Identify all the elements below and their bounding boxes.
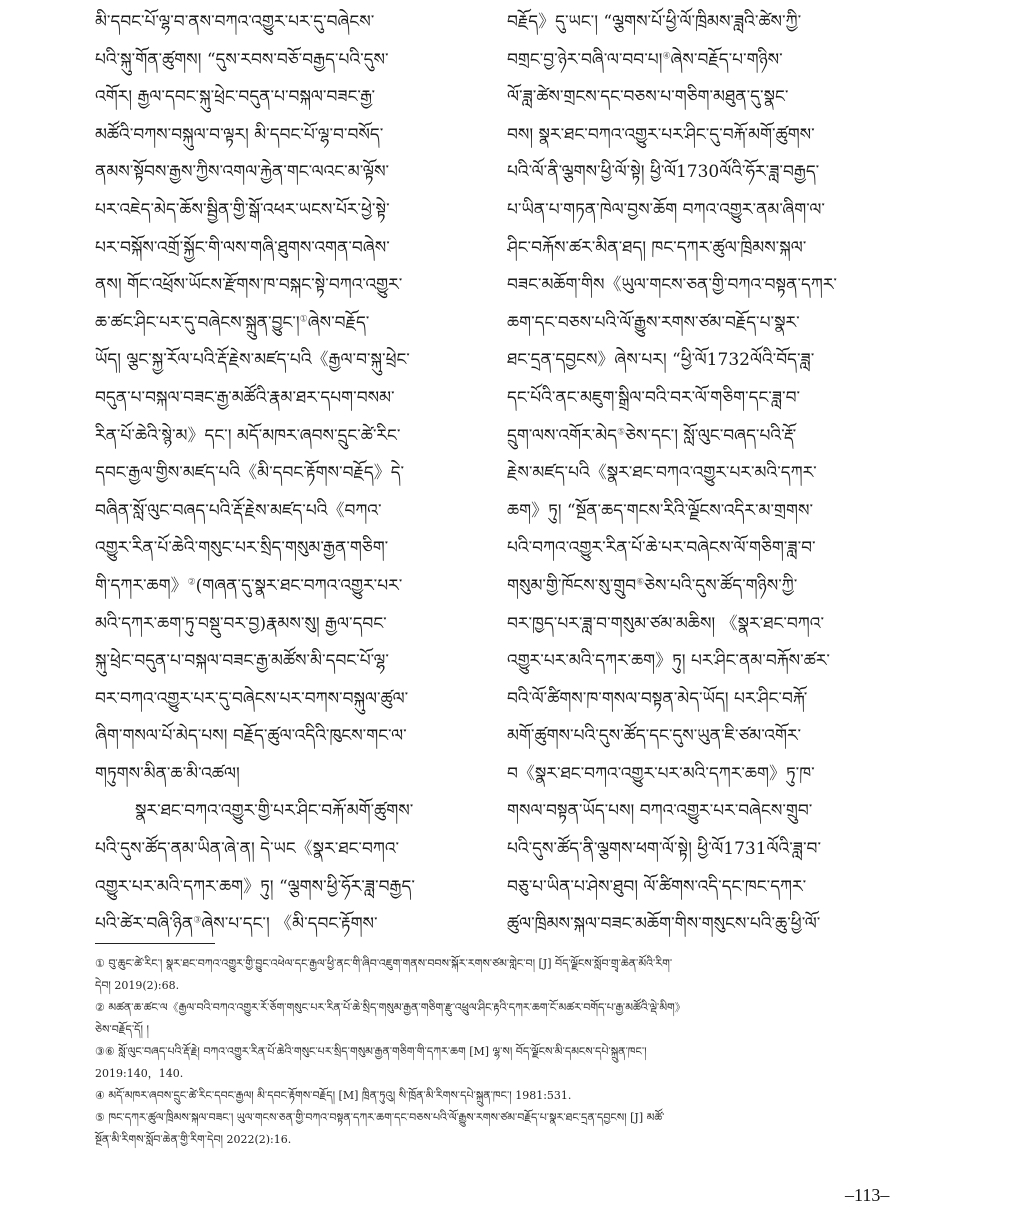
text-line <box>507 305 912 343</box>
line-text: རྗེས་མཛད་པའི《སྣར་ཐང་བཀའ་འགྱུར་པར་མའི་དཀར་ <box>507 463 817 484</box>
text-line <box>507 869 912 907</box>
footnote-line <box>95 1019 925 1041</box>
line-text: བ《སྣར་ཐང་བཀའ་འགྱུར་པར་མའི་དཀར་ཆག》ཏུ་ཁ་ <box>507 763 815 784</box>
text-line <box>507 4 912 42</box>
footnote-line <box>95 1129 925 1151</box>
text-line <box>95 230 495 268</box>
text-line <box>507 493 912 531</box>
footnote-text: བུ་ཆུང་ཚེ་རིང་། སྣར་ཐང་བཀའ་འགྱུར་གྱི་བྱུང་འཕེལ་དང་རྒྱལ་ཕྱི་ནང་གི་ཞིབ་འཇུག་གནས་བབས་སྐོར་རགས་ཙམ་གླེང་བ། [J] བོད་ལྗོངས་སློབ་གྲྭ་ཆེན་མོའི་རིག་ <box>108 957 673 970</box>
line-text: བས། སྣར་ཐང་བཀའ་འགྱུར་པར་ཤིང་དུ་བརྐོ་མགོ་ཚུགས་ <box>507 124 815 145</box>
text-line <box>95 154 495 192</box>
text-line <box>95 869 495 907</box>
footnote-item <box>95 1085 925 1107</box>
line-text: འགྱུར་པར་མའི་དཀར་ཆག》ཏུ། པར་ཤིང་ནམ་བརྐོས་ཚར་ <box>507 651 830 672</box>
line-text-after: ཞེས་བརྗོད་ <box>307 312 370 333</box>
footnote-text: སློ་ལུང་བཞད་པའི་རྡོ་རྗེ། བཀའ་འགྱུར་རིན་པོ་ཆེའི་གསུང་པར་སྲིད་གསུམ་རྒྱན་གཅིག་གི་དཀར་ཆག [M] ལྷ་ས། བོད་ལྗོངས་མི་དམངས་དཔེ་སྐྲུན་ཁང་། <box>118 1045 647 1058</box>
text-line <box>95 530 495 568</box>
text-line <box>95 718 495 756</box>
footnote-item <box>95 1041 925 1085</box>
line-text: པར་བསྐོས་འགྲོ་སྐྱོང་གི་ལས་གཞི་ཐུགས་འགན་བཞེས་ <box>95 237 390 258</box>
text-line <box>95 756 495 794</box>
text-line <box>507 718 912 756</box>
text-line <box>507 79 912 117</box>
text-line <box>95 643 495 681</box>
footnote-mark: ④ <box>95 1089 105 1102</box>
text-line <box>507 681 912 719</box>
text-line <box>95 192 495 230</box>
left-column <box>95 4 495 944</box>
text-line <box>95 79 495 117</box>
line-text: བགྲང་བྱ་ཉེར་བཞི་ལ་བབ་པ། <box>507 49 663 70</box>
footnote-mark: ③⑥ <box>95 1045 115 1058</box>
line-text: བདུན་པ་བསྐལ་བཟང་རྒྱ་མཚོའི་རྣམ་ཐར་དཔག་བསམ་ <box>95 387 395 408</box>
line-text: བཅུ་པ་ཡིན་པ་ཤེས་ཐུབ། ལོ་ཚིགས་འདི་དང་ཁང་དཀར་ <box>507 876 807 897</box>
line-text-after: ཅེས་དང་། སློ་ལུང་བཞད་པའི་རྡོ་ <box>625 425 797 446</box>
text-line <box>507 455 912 493</box>
footnote-line <box>95 1041 925 1063</box>
line-text: གི་དཀར་ཆག》 <box>95 575 188 596</box>
text-line <box>507 568 912 606</box>
footnote-line <box>95 1063 925 1085</box>
footnote-marker[interactable]: ⑥ <box>636 577 645 588</box>
text-line <box>95 568 495 606</box>
text-line <box>507 793 912 831</box>
footnote-marker[interactable]: ① <box>299 314 308 325</box>
line-text: དང་པོའི་ནང་མཇུག་སྒྲིལ་བའི་བར་ལོ་གཅིག་དང་ཟླ་བ་ <box>507 387 801 408</box>
text-line <box>507 117 912 155</box>
text-line <box>95 493 495 531</box>
line-text: པའི་དུས་ཚོད་ནམ་ཡིན་ཞེ་ན། དེ་ཡང《སྣར་ཐང་བཀའ་ <box>95 839 400 860</box>
text-line <box>95 831 495 869</box>
footnote-marker[interactable]: ④ <box>662 50 671 61</box>
footnote-text: དེབ། 2019(2):68. <box>95 979 180 992</box>
footnote-item <box>95 953 925 997</box>
line-text-after: ཞེས་པ་དང་། 《མི་དབང་རྟོགས་ <box>201 914 378 935</box>
footnote-mark: ② <box>95 1001 105 1014</box>
footnote-text: 2019:140，140. <box>95 1067 184 1080</box>
line-text: པའི་ཚེར་བཞི་ཉིན <box>95 914 194 935</box>
line-text-after: ཞེས་བརྗོད་པ་གཉིས་ <box>670 49 783 70</box>
text-line <box>95 267 495 305</box>
text-line <box>95 4 495 42</box>
text-line <box>507 756 912 794</box>
footnote-item <box>95 1107 925 1151</box>
line-text-after: ཅེས་པའི་དུས་ཚོད་གཉིས་ཀྱི་ <box>644 575 798 596</box>
line-text: ཆག》ཏུ། “སྔོན་ཆད་གངས་རིའི་ལྗོངས་འདིར་མ་གྲགས་ <box>507 500 814 521</box>
text-line <box>507 154 912 192</box>
line-text: ཡོད། ལྕང་སྐྱ་རོལ་པའི་རྡོ་རྗེས་མཛད་པའི《རྒྱལ་བ་སྐུ་ཕྲེང་ <box>95 350 410 371</box>
line-text: མཚོའི་བཀས་བསྐུལ་བ་ལྟར། མི་དབང་པོ་ལྷ་བ་བསོད་ <box>95 124 384 145</box>
text-line <box>95 380 495 418</box>
line-text: ཞིག་གསལ་པོ་མེད་པས། བརྗོད་ཚུལ་འདིའི་ཁུངས་གང་ལ་ <box>95 726 407 747</box>
line-text: སྣར་ཐང་བཀའ་འགྱུར་གྱི་པར་ཤིང་བརྐོ་མགོ་ཚུགས་ <box>135 801 414 822</box>
right-column <box>507 4 912 944</box>
text-line <box>95 305 495 343</box>
line-text: བཟང་མཆོག་གིས《ཡུལ་གངས་ཅན་གྱི་བཀའ་བསྟན་དཀར་ <box>507 275 838 296</box>
text-line <box>507 192 912 230</box>
text-line <box>95 906 495 944</box>
line-text: དབང་རྒྱལ་གྱིས་མཛད་པའི《མི་དབང་རྟོགས་བརྗོད》དེ་ <box>95 463 405 484</box>
line-text: མའི་དཀར་ཆག་ཏུ་བསྡུ་བར་བྱ)རྣམས་སུ། རྒྱལ་དབང་ <box>95 613 387 634</box>
line-text: མི་དབང་པོ་ལྷ་བ་ནས་བཀའ་འགྱུར་པར་དུ་བཞེངས་ <box>95 12 375 32</box>
text-line <box>95 793 495 831</box>
footnote-marker[interactable]: ⑤ <box>617 426 626 437</box>
line-text: གསུམ་གྱི་ཁོངས་སུ་གྲུབ <box>507 575 637 596</box>
text-line <box>507 42 912 80</box>
text-line <box>507 606 912 644</box>
text-line <box>95 42 495 80</box>
line-text: ལོ་ཟླ་ཚེས་གྲངས་དང་བཅས་པ་གཅིག་མཐུན་དུ་སྣང་ <box>507 87 789 108</box>
line-text: པར་འཇེད་མེད་ཆོས་སྦྱིན་གྱི་སྒོ་འཕར་ཡངས་པོར་ཕྱེ་སྟེ་ <box>95 199 390 220</box>
text-line <box>507 530 912 568</box>
line-text: པའི་བཀའ་འགྱུར་རིན་པོ་ཆེ་པར་བཞེངས་ལོ་གཅིག་ཟླ་བ་ <box>507 538 816 559</box>
line-text: དྲུག་ལས་འགོར་མེད <box>507 425 618 446</box>
footnote-marker[interactable]: ③ <box>193 915 202 926</box>
line-text: འགྱུར་རིན་པོ་ཆེའི་གསུང་པར་སྲིད་གསུམ་རྒྱན་གཅིག་ <box>95 538 389 559</box>
footnote-item <box>95 997 925 1041</box>
footnote-text: མདོ་མཁར་ཞབས་དྲུང་ཚེ་རིང་དབང་རྒྱལ། མི་དབང་རྟོགས་བརྗོད། [M] ཁྲིན་ཏུའུ། སི་ཁྲོན་མི་རིགས་དཔེ་སྐྲུན་ཁང་། 1981:531. <box>108 1089 572 1102</box>
line-text: ཚུལ་ཁྲིམས་སྐལ་བཟང་མཆོག་གིས་གསུངས་པའི་ཆུ་ཕྱི་ལོ་ <box>507 914 821 935</box>
text-line <box>507 906 912 944</box>
line-text: ཆག་དང་བཅས་པའི་ལོ་རྒྱུས་རགས་ཙམ་བརྗོད་པ་སྣར་ <box>507 312 800 333</box>
footnote-line <box>95 1085 925 1107</box>
line-text: བརྗོད》དུ་ཡང་། “ལྕགས་པོ་ཕྱི་ལོ་ཁྲིམས་ཟླའི་ཚེས་ཀྱི་ <box>507 12 802 32</box>
line-text: པའི་ལོ་ནི་ལྕགས་ཕྱི་ལོ་སྟེ། ཕྱི་ལོ1730ལོའི་ཧོར་ཟླ་བརྒྱད་ <box>507 162 820 183</box>
footnote-text: སྔོན་མི་རིགས་སློབ་ཆེན་གྱི་རིག་དེབ། 2022(2):16. <box>95 1133 292 1146</box>
line-text: ནས། གོང་འཕྲོས་ཡོངས་རྫོགས་ཁ་བསྐང་སྟེ་བཀའ་འགྱུར་ <box>95 275 403 296</box>
line-text: པའི་སྐུ་གོན་ཚུགས། “དུས་རབས་བཅོ་བརྒྱད་པའི་དུས་ <box>95 49 389 70</box>
text-line <box>95 117 495 155</box>
line-text: ཤིང་བརྐོས་ཚར་མིན་ཐད། ཁང་དཀར་ཚུལ་ཁྲིམས་སྐལ་ <box>507 237 807 258</box>
text-line <box>507 342 912 380</box>
line-text: འགྱུར་པར་མའི་དཀར་ཆག》ཏུ། “ལྕགས་ཕྱི་ཧོར་ཟླ་བརྒྱད་ <box>95 876 415 897</box>
footnote-separator <box>95 943 215 944</box>
line-text: གཏུགས་མིན་ཆ་མི་འཚལ། <box>95 763 240 784</box>
line-text: ཆ་ཚང་ཤིང་པར་དུ་བཞེངས་སྐྲུན་བྱུང་། <box>95 312 300 333</box>
text-line <box>95 418 495 456</box>
line-text: སྐུ་ཕྲེང་བདུན་པ་བསྐལ་བཟང་རྒྱ་མཚོས་མི་དབང་པོ་ལྷ་ <box>95 651 389 672</box>
footnote-line <box>95 953 925 975</box>
line-text: ཐང་དྲན་དབྱངས》ཞེས་པར། “ཕྱི་ལོ1732ལོའི་བོད་ཟླ་ <box>507 350 815 371</box>
footnotes <box>95 953 925 1151</box>
footnote-line <box>95 997 925 1019</box>
footnote-mark: ① <box>95 957 105 970</box>
text-line <box>507 831 912 869</box>
line-text-after: (གཞན་དུ་སྣར་ཐང་བཀའ་འགྱུར་པར་ <box>195 575 403 596</box>
text-line <box>95 606 495 644</box>
text-line <box>507 380 912 418</box>
line-text: བར་ཁྱད་པར་ཟླ་བ་གསུམ་ཙམ་མཆིས། 《སྣར་ཐང་བཀའ་ <box>507 613 825 634</box>
text-line <box>507 643 912 681</box>
line-text: བར་བཀའ་འགྱུར་པར་དུ་བཞེངས་པར་བཀས་བསྐུལ་ཚུལ་ <box>95 688 409 709</box>
line-text: གསལ་བསྟན་ཡོད་པས། བཀའ་འགྱུར་པར་བཞེངས་གྲུབ་ <box>507 801 813 822</box>
footnote-text: ཅེས་བརྗོད་དོ། ། <box>95 1023 149 1036</box>
line-text: ནམས་སྟོབས་རྒྱས་ཀྱིས་འགལ་རྐྱེན་གང་ལའང་མ་ལྟོས་ <box>95 162 390 183</box>
line-text: པ་ཡིན་པ་གཏན་ཁེལ་བྱས་ཆོག བཀའ་འགྱུར་ནམ་ཞིག་ལ་ <box>507 199 825 220</box>
footnote-marker[interactable]: ② <box>187 577 196 588</box>
text-line <box>507 230 912 268</box>
footnote-text: མཚན་ཆ་ཚང་ལ《རྒྱལ་བའི་བཀའ་འགྱུར་རོ་ཅོག་གསུང་པར་རིན་པོ་ཆེ་སྲིད་གསུམ་རྒྱན་གཅིག་རྫུ་འཕྲུལ་ཤིང་རྟའི་དཀར་ཆག་ངོ་མཚར་བགོད་པ་རྒྱ་མཚོའི་ལྡེ་མིག》 <box>108 1001 686 1014</box>
page-number: –113– <box>845 1185 890 1205</box>
line-text: བཞིན་སློ་ལུང་བཞད་པའི་རྡོ་རྗེས་མཛད་པའི《བཀའ་ <box>95 500 382 521</box>
footnote-line <box>95 975 925 997</box>
footnote-text: ཁང་དཀར་ཚུལ་ཁྲིམས་སྐལ་བཟང་། ཡུལ་གངས་ཅན་གྱི་བཀའ་བསྟན་དཀར་ཆག་དང་བཅས་པའི་ལོ་རྒྱུས་རགས་ཙམ་བརྗོད་པ་སྣར་ཐང་དྲན་དབྱངས། [J] མཚོ་ <box>108 1111 665 1124</box>
text-line <box>95 455 495 493</box>
text-line <box>507 267 912 305</box>
footnote-line <box>95 1107 925 1129</box>
footnote-mark: ⑤ <box>95 1111 105 1124</box>
text-line <box>95 342 495 380</box>
line-text: བའི་ལོ་ཚིགས་ཁ་གསལ་བསྟན་མེད་ཡོད། པར་ཤིང་བརྐོ་ <box>507 688 808 709</box>
text-line <box>95 681 495 719</box>
text-line <box>507 418 912 456</box>
line-text: པའི་དུས་ཚོད་ནི་ལྕགས་ཕག་ལོ་སྟེ། ཕྱི་ལོ1731ལོའི་ཟླ་བ་ <box>507 839 822 860</box>
line-text: འགོར། རྒྱལ་དབང་སྐུ་ཕྲེང་བདུན་པ་བསྐལ་བཟང་རྒྱ་ <box>95 87 376 108</box>
line-text: མགོ་ཚུགས་པའི་དུས་ཚོད་དང་དུས་ཡུན་ཇི་ཙམ་འགོར་ <box>507 726 802 747</box>
line-text: རིན་པོ་ཆེའི་སྙེ་མ》དང་། མདོ་མཁར་ཞབས་དྲུང་ཚེ་རིང་ <box>95 425 401 446</box>
